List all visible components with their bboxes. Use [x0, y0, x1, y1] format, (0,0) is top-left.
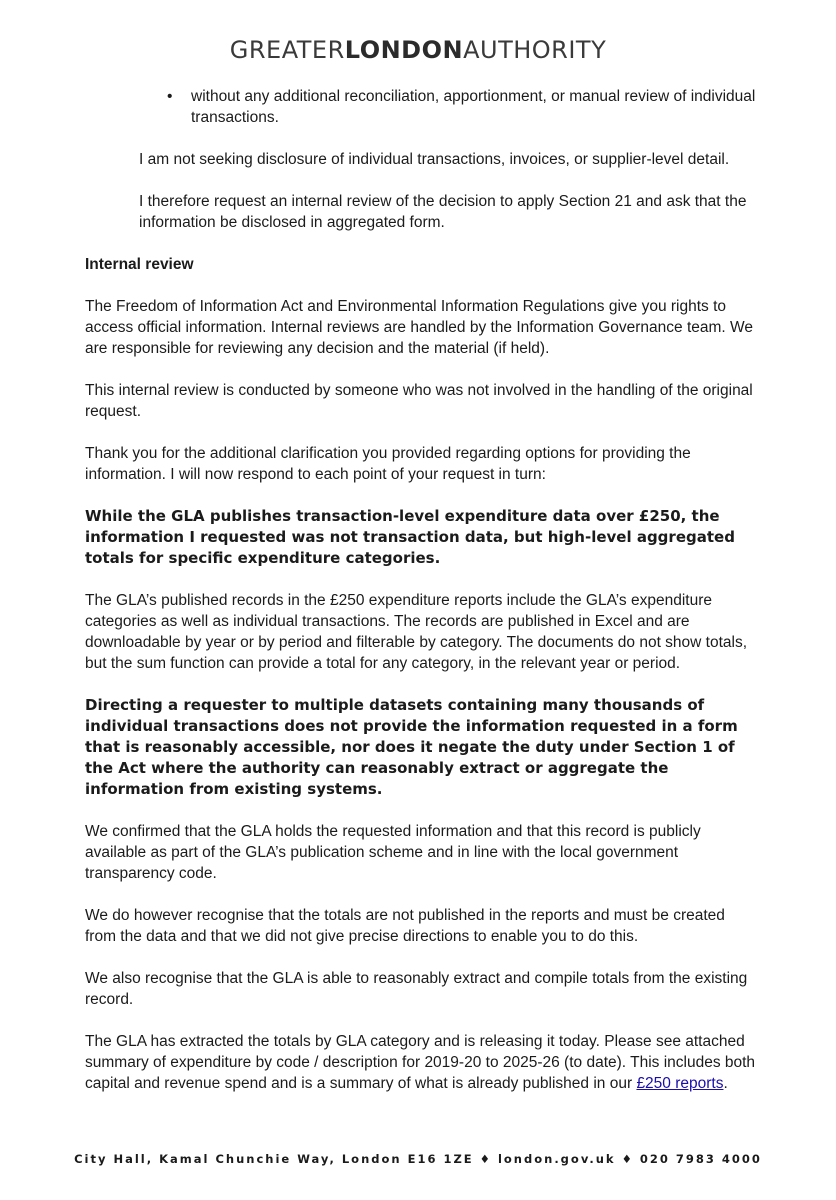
logo-london: LONDON: [344, 36, 464, 64]
response-confirmed: We confirmed that the GLA holds the requested information and that this record is publicly available as part of the GLA’s publication scheme and in line with the local government transparency code.: [85, 823, 701, 882]
footer-address: City Hall, Kamal Chunchie Way, London E16 1ZE ♦ london.gov.uk ♦ 020 7983 4000: [74, 1152, 762, 1166]
bullet-point: •: [167, 88, 173, 105]
section-heading: Internal review: [85, 256, 194, 273]
release-text: The GLA has extracted the totals by GLA category and is releasing it today. Please see attached summary of expenditure by code / description for 2019-20 to 2025-26 (to date). This includes both capital and revenue spend and is a summary of what is already published in our: [85, 1033, 756, 1092]
paragraph-reviewer: This internal review is conducted by someone who was not involved in the handling of the original request.: [85, 382, 753, 420]
intro-paragraph-1: I am not seeking disclosure of individual transactions, invoices, or supplier-level detail.: [139, 151, 730, 168]
reports-link[interactable]: £250 reports: [636, 1075, 724, 1092]
logo-greater: GREATER: [229, 36, 345, 64]
logo-authority: AUTHORITY: [463, 36, 607, 64]
requester-point-1: While the GLA publishes transaction-level expenditure data over £250, the information I requested was not transaction data, but high-level aggregated totals for specific expenditure categories.: [85, 507, 735, 567]
requester-point-2: Directing a requester to multiple datasets containing many thousands of individual transactions does not provide the information requested in a form that is reasonably accessible, nor does it negate the duty under Section 1 of the Act where the authority can reasonably extract or aggregate the information from existing systems.: [85, 696, 738, 798]
list-item: [167, 86, 760, 128]
response-recognise-2: We also recognise that the GLA is able to reasonably extract and compile totals from the existing record.: [85, 970, 748, 1008]
bullet-text: without any additional reconciliation, apportionment, or manual review of individual transactions.: [191, 88, 756, 126]
paragraph-thanks: Thank you for the additional clarification you provided regarding options for providing the information. I will now respond to each point of your request in turn:: [85, 445, 691, 483]
response-recognise-1: We do however recognise that the totals are not published in the reports and must be created from the data and that we did not give precise directions to enable you to do this.: [85, 907, 725, 945]
release-end: .: [723, 1075, 728, 1092]
gla-logo: [0, 36, 836, 64]
response-release: [85, 1031, 760, 1094]
paragraph-rights: The Freedom of Information Act and Environmental Information Regulations give you rights to access official information. Internal reviews are handled by the Information Governance team. We are responsible for reviewing any decision and the material (if held).: [85, 298, 753, 357]
intro-paragraph-2: I therefore request an internal review of the decision to apply Section 21 and ask that the information be disclosed in aggregated form.: [139, 193, 747, 231]
response-point-1: The GLA’s published records in the £250 expenditure reports include the GLA’s expenditure categories as well as individual transactions. The records are published in Excel and are downloadable by year or by period and filterable by category. The documents do not show totals, but the sum function can provide a total for any category, in the relevant year or period.: [85, 592, 748, 672]
letter-body: [85, 86, 760, 1094]
